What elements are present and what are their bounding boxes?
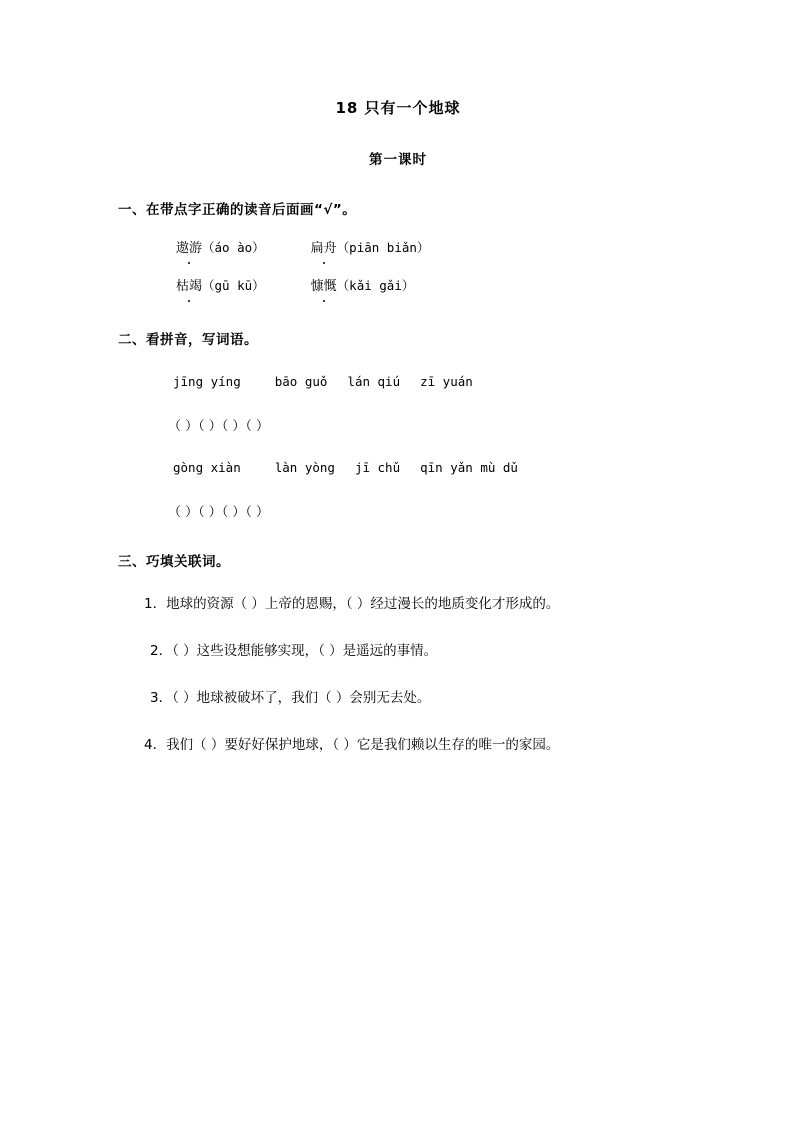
pinyin-qinyanmudu: qīn yǎn mù dǔ — [420, 459, 518, 475]
pinyin-jichu: jī chǔ — [354, 459, 401, 475]
choices-kangkai[interactable]: （kǎi gǎi） — [336, 277, 415, 293]
word-aoyou: 遨游 — [176, 239, 202, 260]
pinyin-jingying: jīng yíng — [173, 373, 241, 389]
pinyin-baoguo: bāo guǒ — [274, 373, 328, 389]
pinyin-lanqiu: lán qiú — [347, 373, 401, 389]
section-1-row-1 — [118, 238, 678, 260]
pinyin-lanyong: làn yòng — [274, 459, 335, 475]
page-subtitle: 第一课时 — [369, 152, 427, 168]
section-2-pinyin-row-1 — [118, 374, 678, 389]
section-1-row-2 — [118, 276, 678, 298]
section-3-question-3[interactable]: 3．（ ）地球被破坏了，我们（ ）会别无去处。 — [150, 689, 431, 706]
section-1-heading: 一、在带点字正确的读音后面画“√”。 — [118, 202, 357, 218]
section-2-answer-row-1[interactable]: （ ）（ ）（ ）（ ） — [168, 418, 270, 434]
word-kangkai: 慷慨 — [311, 277, 337, 298]
section-2-pinyin-row-2 — [118, 460, 678, 475]
choices-aoyou[interactable]: （áo ào） — [202, 240, 265, 255]
section-3-heading: 三、巧填关联词。 — [118, 553, 230, 570]
page-title: 18 只有一个地球 — [335, 99, 461, 117]
section-2-answer-row-2[interactable]: （ ）（ ）（ ）（ ） — [168, 504, 270, 520]
document-content — [118, 95, 678, 757]
pinyin-ziyuan: zī yuán — [420, 373, 473, 389]
word-kujie: 枯竭 — [176, 277, 202, 298]
section-2-heading: 二、看拼音，写词语。 — [118, 331, 258, 348]
pinyin-gongxian: gòng xiàn — [173, 459, 241, 475]
section-3-question-4[interactable]: 4．我们（ ）要好好保护地球，（ ）它是我们赖以生存的唯一的家园。 — [144, 736, 560, 753]
section-3-question-2[interactable]: 2．（ ）这些设想能够实现，（ ）是遥远的事情。 — [150, 642, 438, 659]
choices-pianzhou[interactable]: （piān biǎn） — [336, 240, 430, 255]
section-3-question-1[interactable]: 1．地球的资源（ ）上帝的恩赐，（ ）经过漫长的地质变化才形成的。 — [144, 595, 560, 612]
choices-kujie[interactable]: （gū kū） — [202, 277, 265, 293]
word-pianzhou: 扁舟 — [311, 239, 337, 260]
